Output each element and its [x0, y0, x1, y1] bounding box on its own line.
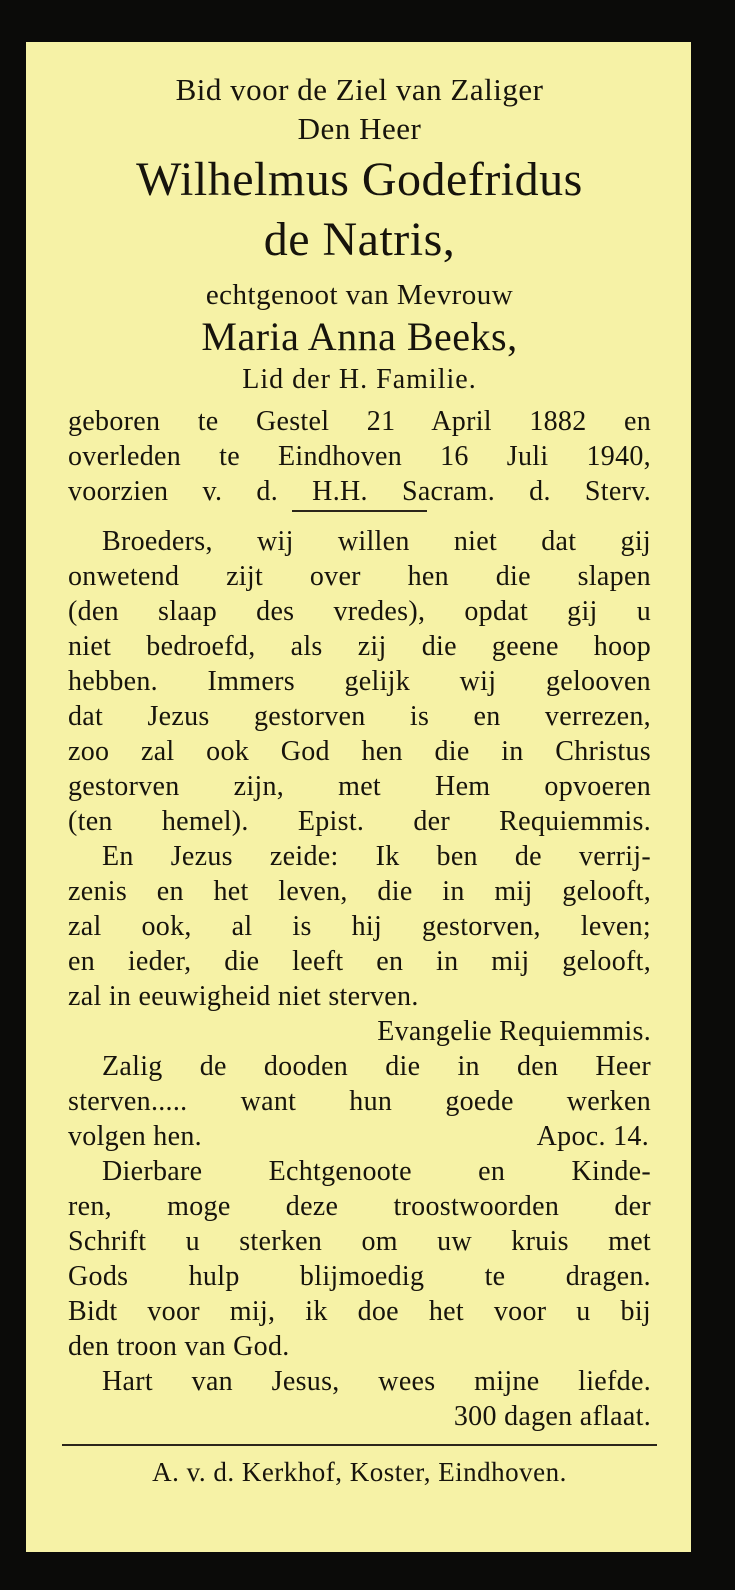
spouse-name: Maria Anna Beeks,	[201, 314, 518, 359]
footer-rule	[62, 1444, 657, 1446]
deceased-surname: de Natris,	[263, 213, 456, 266]
gospel-line: En Jezus zeide: Ik ben de verrij-	[102, 841, 651, 872]
epistle-line: hebben. Immers gelijk wij gelooven	[68, 666, 651, 697]
membership-line: Lid der H. Familie.	[242, 364, 477, 395]
memorial-card	[26, 42, 691, 1552]
epistle-line: zoo zal ook God hen die in Christus	[68, 736, 651, 767]
consolation-line: Schrift u sterken om uw kruis met	[68, 1226, 651, 1257]
epistle-line: (ten hemel). Epist. der Requiemmis.	[68, 806, 651, 837]
gospel-source: Evangelie Requiemmis.	[377, 1016, 651, 1047]
apocalypse-line: Zalig de dooden die in den Heer	[102, 1051, 651, 1082]
prayer-intro: Bid voor de Ziel van Zaliger	[175, 72, 544, 107]
gospel-line: en ieder, die leeft en in mij gelooft,	[68, 946, 651, 977]
deceased-first-names: Wilhelmus Godefridus	[136, 153, 583, 206]
apocalypse-source: Apoc. 14.	[536, 1121, 649, 1152]
sacred-heart-prayer: Hart van Jesus, wees mijne liefde.	[102, 1366, 651, 1397]
epistle-line: gestorven zijn, met Hem opvoeren	[68, 771, 651, 802]
death-line: overleden te Eindhoven 16 Juli 1940,	[68, 441, 651, 472]
consolation-line: Dierbare Echtgenoote en Kinde-	[102, 1156, 651, 1187]
consolation-line: den troon van God.	[68, 1331, 290, 1362]
gospel-line: zal ook, al is hij gestorven, leven;	[68, 911, 651, 942]
divider-rule	[292, 510, 427, 512]
gospel-line: zal in eeuwigheid niet sterven.	[68, 981, 419, 1012]
card-header	[68, 70, 651, 398]
epistle-line: onwetend zijt over hen die slapen	[68, 561, 651, 592]
apocalypse-line: volgen hen.	[68, 1121, 202, 1152]
epistle-line: Broeders, wij willen niet dat gij	[102, 526, 651, 557]
apocalypse-last-line	[68, 1119, 651, 1154]
epistle-line: (den slaap des vredes), opdat gij u	[68, 596, 651, 627]
birth-line: geboren te Gestel 21 April 1882 en	[68, 406, 651, 437]
epistle-line: dat Jezus gestorven is en verrezen,	[68, 701, 651, 732]
gospel-line: zenis en het leven, die in mij gelooft,	[68, 876, 651, 907]
consolation-line: ren, moge deze troostwoorden der	[68, 1191, 651, 1222]
printer-credit: A. v. d. Kerkhof, Koster, Eindhoven.	[152, 1457, 567, 1487]
spouse-intro: echtgenoot van Mevrouw	[205, 279, 514, 311]
apocalypse-line: sterven..... want hun goede werken	[68, 1086, 651, 1117]
honorific: Den Heer	[297, 111, 422, 146]
indulgence-line: 300 dagen aflaat.	[453, 1401, 651, 1432]
consolation-line: Gods hulp blijmoedig te dragen.	[68, 1261, 651, 1292]
epistle-line: niet bedroefd, als zij die geene hoop	[68, 631, 651, 662]
consolation-line: Bidt voor mij, ik doe het voor u bij	[68, 1296, 651, 1327]
sacraments-line: voorzien v. d. H.H. Sacram. d. Sterv.	[68, 476, 651, 507]
